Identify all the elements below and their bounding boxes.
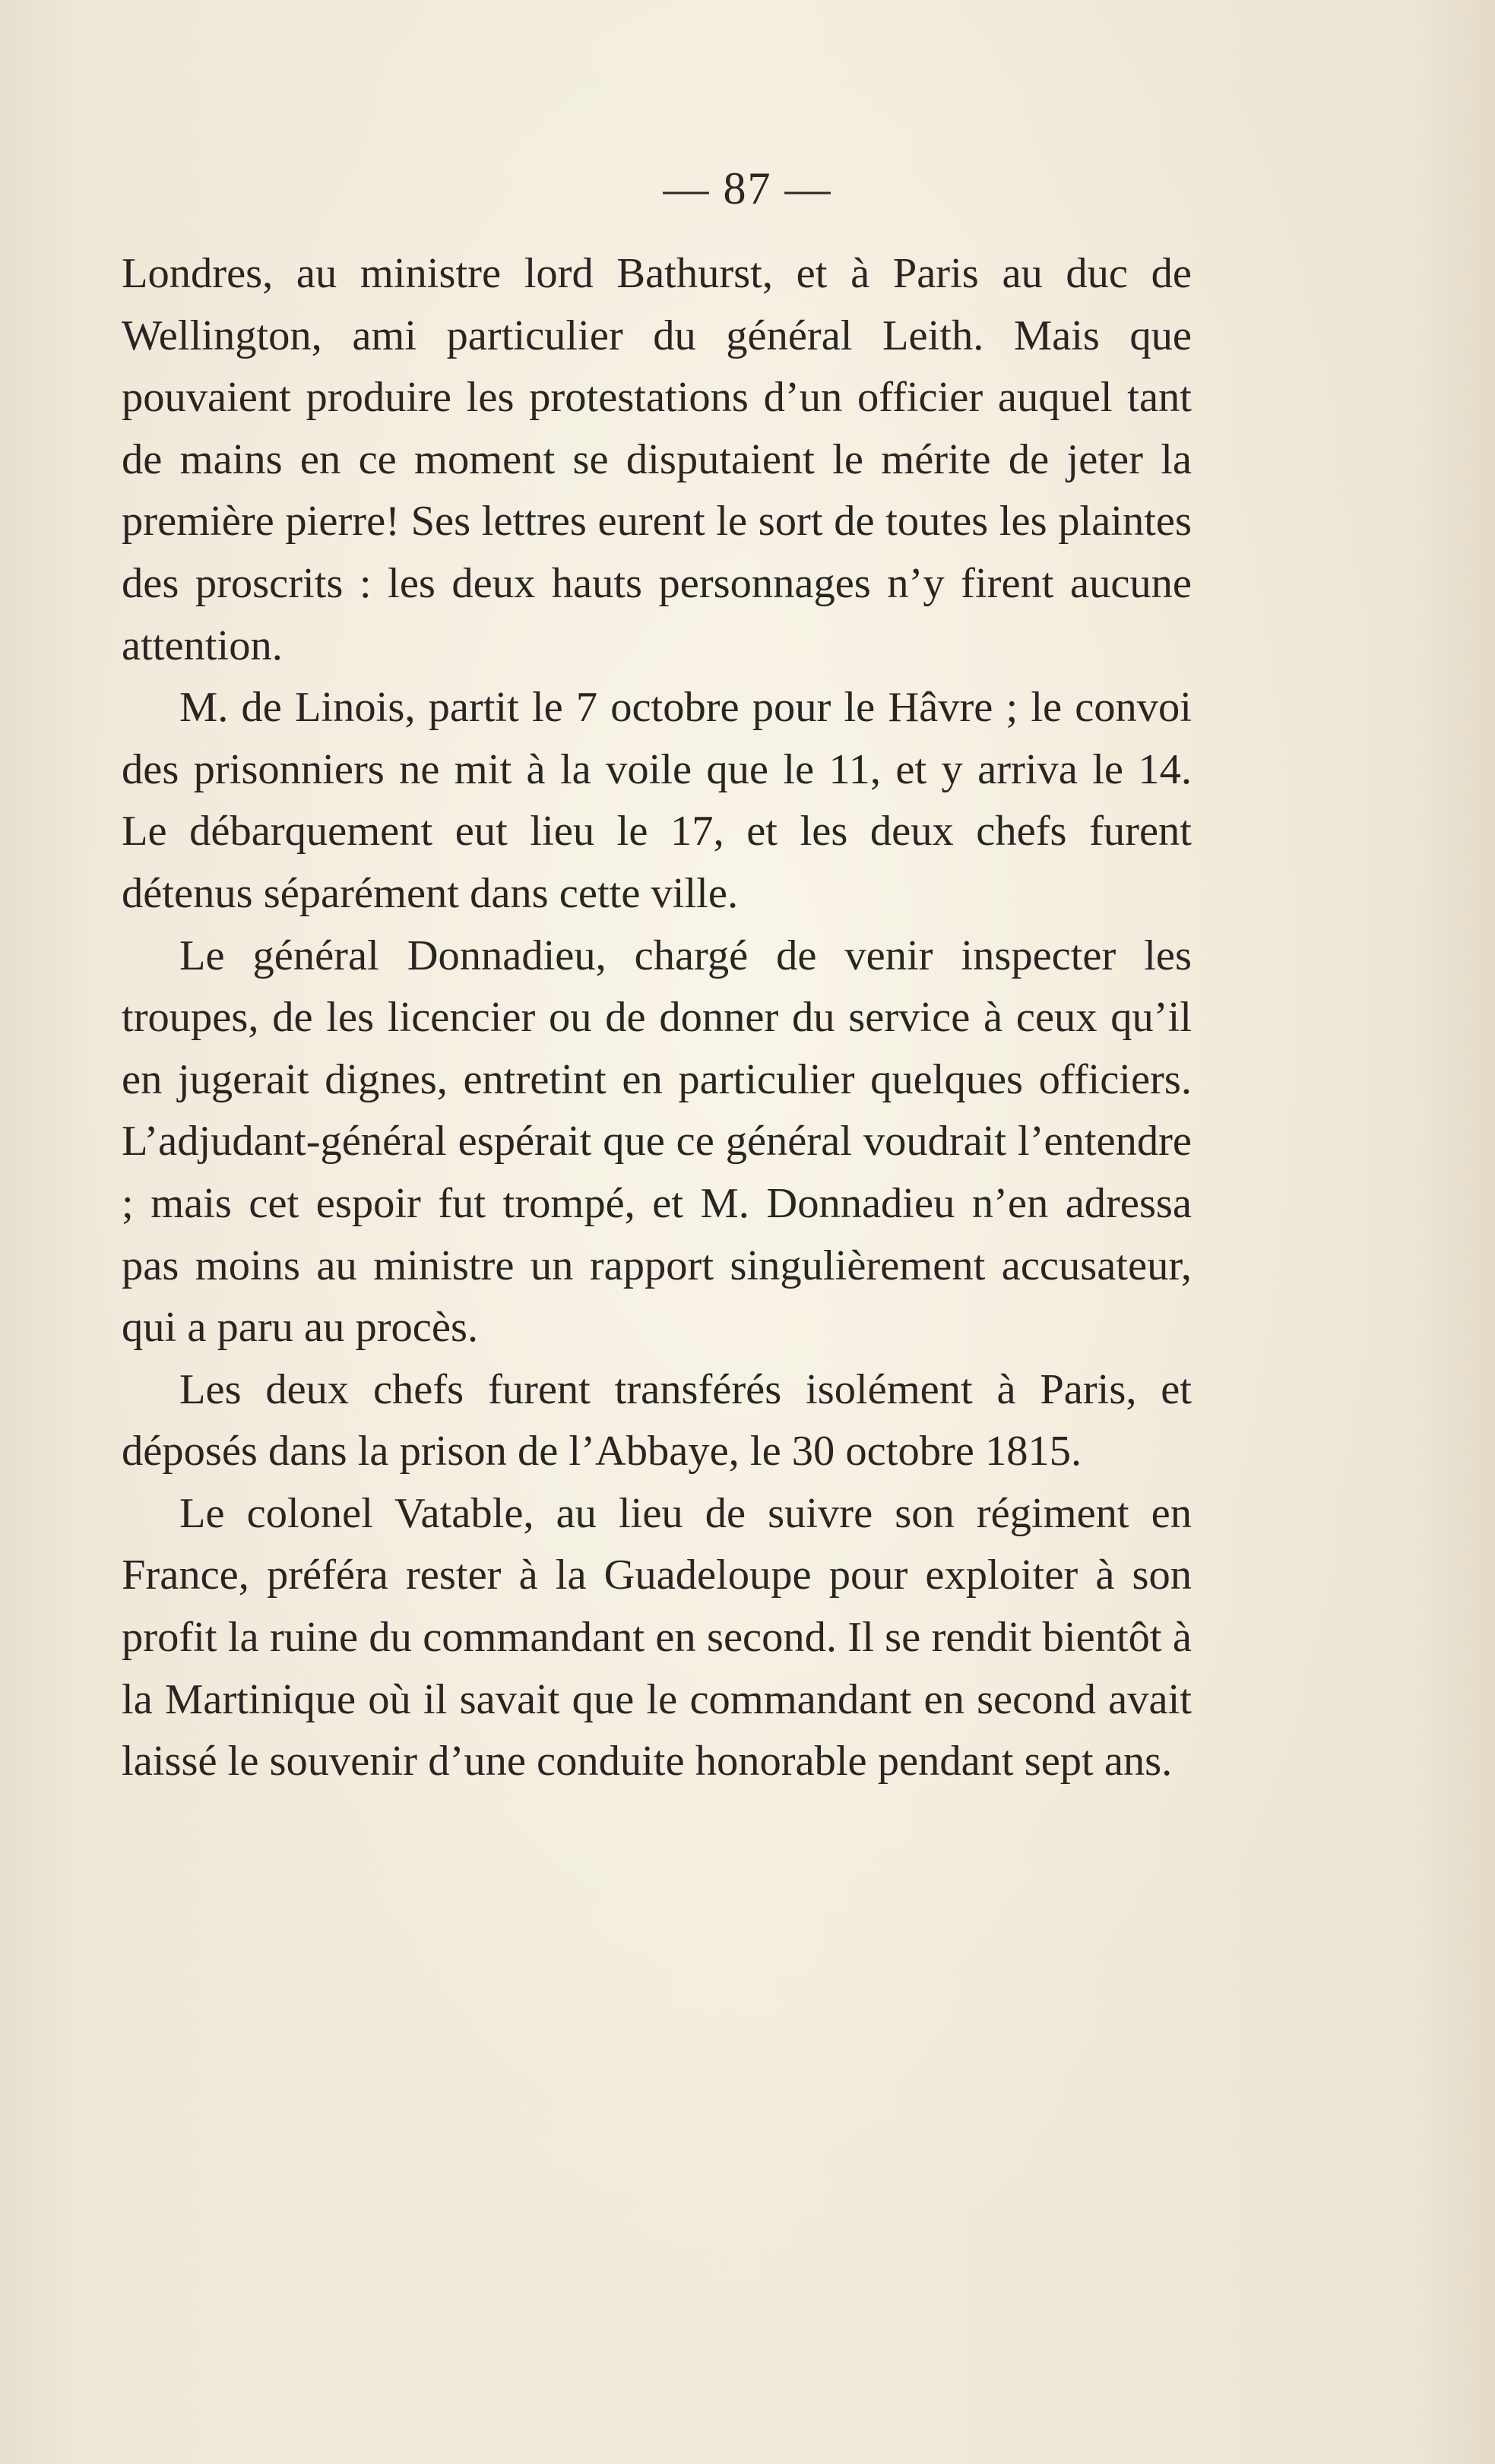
paragraph: Le colonel Vatable, au lieu de suivre son régiment en France, préféra rester à la Guadeloupe pour exploiter à son profit la ruine du commandant en second. Il se rendit bientôt à la Martinique où il savait que le commandant en second avait laissé le souvenir d’une conduite honorable pendant sept ans. bbox=[122, 1489, 1192, 1786]
body-text bbox=[122, 243, 1192, 1793]
paragraph: M. de Linois, partit le 7 octobre pour le Hâvre ; le convoi des prisonniers ne mit à la voile que le 11, et y arriva le 14. Le débarquement eut lieu le 17, et les deux chefs furent détenus séparément dans cette ville. bbox=[122, 684, 1192, 917]
paragraph: Les deux chefs furent transférés isolément à Paris, et déposés dans la prison de l’Abbaye, le 30 octobre 1815. bbox=[122, 1365, 1192, 1476]
paragraph: Le général Donnadieu, chargé de venir inspecter les troupes, de les licencier ou de donner du service à ceux qu’il en jugerait dignes, entretint en particulier quelques officiers. L’adjudant-général espérait que ce général voudrait l’entendre ; mais cet espoir fut trompé, et M. Donnadieu n’en adressa pas moins au ministre un rapport singulièrement accusateur, qui a paru au procès. bbox=[122, 932, 1192, 1352]
page-number: — 87 — bbox=[663, 163, 832, 214]
paragraph: Londres, au ministre lord Bathurst, et à Paris au duc de Wellington, ami particulier du général Leith. Mais que pouvaient produire les protestations d’un officier auquel tant de mains en ce moment se disputaient le mérite de jeter la première pierre! Ses lettres eurent le sort de toutes les plaintes des proscrits : les deux hauts personnages n’y firent aucune attention. bbox=[122, 250, 1192, 669]
